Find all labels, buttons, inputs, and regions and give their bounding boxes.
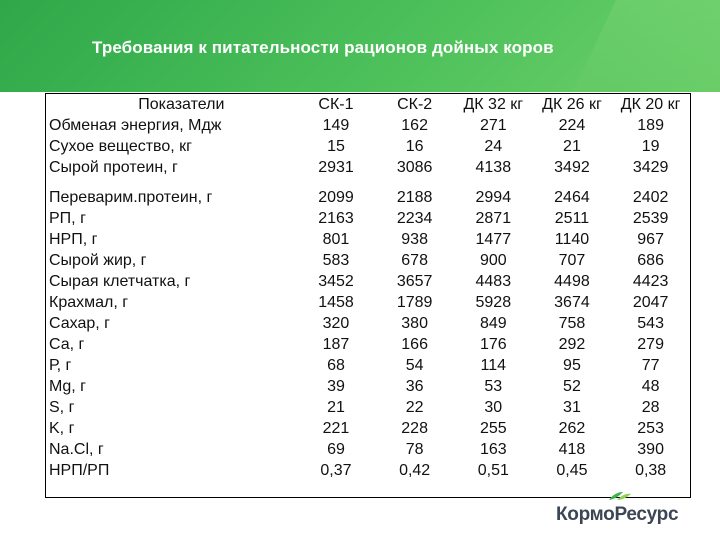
table-row [46,178,690,208]
value-cell: 166 [401,336,428,353]
indicator-name-cell: НРП/РП [49,462,110,479]
column-header-sk2: СК-2 [397,96,433,113]
slide-header [0,0,720,92]
table-row [46,418,690,439]
value-cell: 28 [641,399,660,416]
value-cell: 2931 [318,159,354,176]
table-row [46,292,690,313]
value-cell: 900 [479,252,507,269]
indicator-name-cell: Na.Cl, г [49,441,104,458]
table-row [46,376,690,397]
value-cell: 1477 [475,231,512,248]
value-cell: 2994 [475,189,512,206]
indicator-name-cell: Р, г [49,357,72,374]
table-row [46,397,690,418]
value-cell: 1458 [318,294,354,311]
value-cell: 3657 [396,273,433,290]
value-cell: 31 [563,399,581,416]
value-cell: 3429 [632,159,669,176]
value-cell: 2163 [318,210,354,227]
value-cell: 68 [327,357,345,374]
value-cell: 938 [401,231,428,248]
value-cell: 686 [637,252,664,269]
logo-leaf-icon [608,491,632,501]
column-header-indicators: Показатели [138,96,225,113]
value-cell: 54 [405,357,424,374]
value-cell: 1140 [554,231,590,248]
value-cell: 30 [484,399,503,416]
value-cell: 801 [322,231,350,248]
logo-text: КормоРесурс [556,504,679,525]
value-cell: 967 [637,231,664,248]
value-cell: 48 [641,378,660,395]
value-cell: 16 [405,138,424,155]
value-cell: 2511 [554,210,590,227]
value-cell: 95 [563,357,581,374]
value-cell: 279 [637,336,664,353]
table-row [46,313,690,334]
table-row [46,136,690,157]
value-cell: 162 [401,117,428,134]
value-cell: 758 [558,315,586,332]
column-header-sk1: СК-1 [318,96,354,113]
value-cell: 2047 [632,294,669,311]
value-cell: 0,42 [399,462,431,479]
value-cell: 707 [558,252,586,269]
indicator-name-cell: Сухое вещество, кг [49,138,192,155]
indicator-name-cell: S, г [49,399,75,416]
value-cell: 228 [401,420,428,437]
indicator-name-cell: Крахмал, г [49,294,129,311]
value-cell: 224 [558,117,586,134]
value-cell: 1789 [396,294,433,311]
kormoresurs-logo [556,497,678,525]
value-cell: 678 [401,252,428,269]
table-row [46,439,690,460]
value-cell: 2464 [554,189,590,206]
indicator-name-cell: Сахар, г [49,315,110,332]
value-cell: 2188 [396,189,433,206]
value-cell: 69 [327,441,345,458]
value-cell: 292 [558,336,586,353]
value-cell: 0,45 [556,462,588,479]
value-cell: 39 [327,378,345,395]
value-cell: 5928 [475,294,512,311]
slide-title: Требования к питательности рационов дойных коров [92,38,554,57]
value-cell: 849 [479,315,507,332]
indicator-name-cell: Mg, г [49,378,86,395]
value-cell: 189 [637,117,664,134]
value-cell: 271 [479,117,507,134]
indicator-name-cell: НРП, г [49,231,98,248]
column-header-dk20: ДК 20 кг [620,96,681,113]
value-cell: 253 [637,420,664,437]
header-decoration [569,0,720,92]
column-header-dk26: ДК 26 кг [542,96,602,113]
value-cell: 390 [637,441,664,458]
value-cell: 52 [563,378,581,395]
value-cell: 3674 [554,294,590,311]
indicator-name-cell: K, г [49,420,75,437]
value-cell: 163 [479,441,507,458]
value-cell: 36 [405,378,424,395]
table-row [46,271,690,292]
table-row [46,460,690,481]
value-cell: 187 [322,336,350,353]
table-row [46,334,690,355]
value-cell: 0,51 [477,462,509,479]
value-cell: 255 [479,420,507,437]
value-cell: 320 [322,315,350,332]
nutrition-table [46,94,690,481]
value-cell: 114 [480,357,507,374]
value-cell: 149 [322,117,350,134]
value-cell: 176 [479,336,507,353]
value-cell: 15 [327,138,345,155]
value-cell: 2402 [632,189,669,206]
indicator-name-cell: Сырой жир, г [49,252,147,269]
nutrition-table-frame [45,93,691,498]
value-cell: 2539 [632,210,669,227]
value-cell: 380 [401,315,428,332]
value-cell: 4138 [475,159,512,176]
table-body [46,115,690,481]
value-cell: 3452 [318,273,354,290]
table-row [46,250,690,271]
table-row [46,157,690,178]
value-cell: 221 [322,420,350,437]
value-cell: 78 [405,441,424,458]
table-row [46,229,690,250]
value-cell: 21 [327,399,345,416]
value-cell: 21 [563,138,581,155]
indicator-name-cell: Переварим.протеин, г [49,189,213,206]
value-cell: 2234 [396,210,433,227]
value-cell: 24 [484,138,503,155]
value-cell: 0,38 [635,462,667,479]
indicator-name-cell: Обменая энергия, Мдж [49,117,222,134]
value-cell: 262 [558,420,586,437]
column-header-dk32: ДК 32 кг [463,96,524,113]
value-cell: 2871 [475,210,512,227]
value-cell: 583 [322,252,350,269]
value-cell: 4498 [554,273,590,290]
value-cell: 77 [641,357,660,374]
value-cell: 3492 [554,159,590,176]
value-cell: 3086 [396,159,433,176]
indicator-name-cell: Сырой протеин, г [49,159,178,176]
indicator-name-cell: Сырая клетчатка, г [49,273,191,290]
value-cell: 4423 [632,273,669,290]
table-row [46,208,690,229]
indicator-name-cell: Са, г [49,336,85,353]
value-cell: 22 [405,399,424,416]
value-cell: 4483 [475,273,512,290]
value-cell: 418 [558,441,586,458]
table-row [46,355,690,376]
table-row [46,115,690,136]
value-cell: 2099 [318,189,354,206]
indicator-name-cell: РП, г [49,210,86,227]
table-header-row [46,94,690,115]
value-cell: 53 [484,378,503,395]
value-cell: 543 [637,315,664,332]
value-cell: 19 [641,138,660,155]
value-cell: 0,37 [320,462,352,479]
